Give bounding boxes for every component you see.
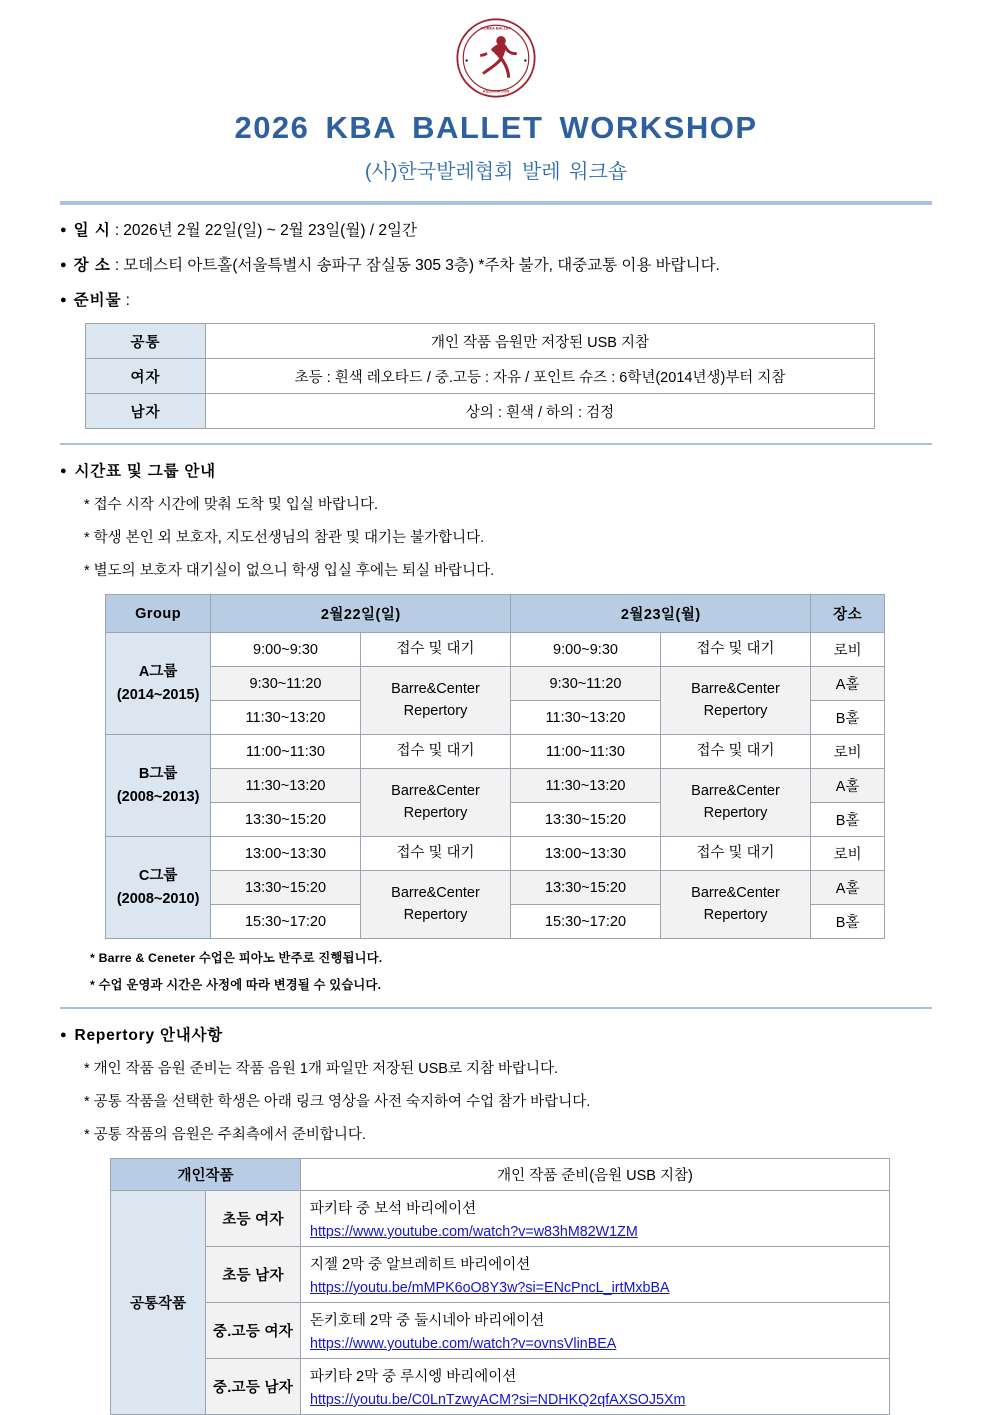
schedule-heading-label: 시간표 및 그룹 안내 — [74, 463, 216, 480]
table-row — [86, 394, 875, 429]
spacer — [60, 993, 932, 1007]
cell-activity-day2 — [660, 667, 811, 735]
cell-time-day2: 13:00~13:30 — [511, 837, 660, 871]
info-place-row — [60, 253, 932, 275]
prep-value-male: 상의 : 흰색 / 하의 : 검정 — [206, 394, 875, 429]
cell-time-day2: 15:30~17:20 — [511, 905, 660, 939]
cell-time-day1: 9:30~11:20 — [211, 667, 360, 701]
activity-line-2: Repertory — [403, 702, 468, 719]
table-header-row — [106, 595, 885, 633]
repertory-table-body — [111, 1191, 890, 1415]
cell-activity-day2: 접수 및 대기 — [660, 633, 811, 667]
table-row — [106, 837, 885, 871]
repertory-section-divider — [60, 1007, 932, 1009]
cell-time-day1: 13:30~15:20 — [211, 803, 360, 837]
activity-line-1: Barre&Center — [691, 884, 780, 901]
bullet-icon: ● — [60, 465, 68, 477]
cell-activity-day2: 접수 및 대기 — [660, 837, 811, 871]
cell-time-day1: 13:00~13:30 — [211, 837, 360, 871]
cell-time-day2: 11:30~13:20 — [511, 701, 660, 735]
schedule-note: * 학생 본인 외 보호자, 지도선생님의 참관 및 대기는 불가합니다. — [84, 530, 485, 546]
info-date-label: 일 시 — [73, 222, 111, 239]
cell-place: A홀 — [811, 769, 885, 803]
repertory-detail-cell — [301, 1191, 890, 1247]
group-cell-a — [106, 633, 211, 735]
cell-time-day2: 11:00~11:30 — [511, 735, 660, 769]
col-header-individual-prep: 개인 작품 준비(음원 USB 지참) — [301, 1159, 890, 1191]
repertory-piece-title: 지젤 2막 중 알브레히트 바리에이션 — [310, 1257, 531, 1273]
page-subtitle: (사)한국발레협회 발레 워크숍 — [364, 161, 628, 183]
info-date-separator: : — [114, 222, 120, 239]
svg-text:ASSOCIATION: ASSOCIATION — [482, 89, 510, 94]
schedule-section-heading — [60, 459, 932, 481]
schedule-table-head — [106, 595, 885, 633]
repertory-video-link[interactable]: https://youtu.be/mMPK6oO8Y3w?si=ENcPncL_irtMxbBA — [310, 1280, 670, 1296]
repertory-table — [110, 1158, 890, 1415]
repertory-heading-label: Repertory 안내사항 — [74, 1027, 224, 1044]
cell-time-day2: 13:30~15:20 — [511, 871, 660, 905]
repertory-category: 초등 남자 — [206, 1247, 301, 1303]
prep-key-common: 공통 — [86, 324, 206, 359]
info-place-label: 장 소 — [73, 257, 111, 274]
cell-time-day1: 13:30~15:20 — [211, 871, 360, 905]
col-header-group: Group — [106, 595, 211, 633]
schedule-table-body — [106, 633, 885, 939]
page-title: 2026 KBA BALLET WORKSHOP — [234, 110, 758, 145]
cell-place: B홀 — [811, 905, 885, 939]
group-years: (2008~2013) — [116, 788, 200, 805]
repertory-category: 초등 여자 — [206, 1191, 301, 1247]
cell-place: B홀 — [811, 701, 885, 735]
cell-time-day2: 11:30~13:20 — [511, 769, 660, 803]
schedule-note: * 접수 시작 시간에 맞춰 도착 및 입실 바랍니다. — [84, 497, 379, 513]
repertory-category: 중.고등 남자 — [206, 1359, 301, 1415]
bullet-icon: ● — [60, 224, 67, 236]
svg-text:KOREA BALLET: KOREA BALLET — [480, 26, 512, 31]
cell-place: 로비 — [811, 837, 885, 871]
bullet-icon: ● — [60, 259, 67, 271]
table-row — [86, 359, 875, 394]
prep-key-male: 남자 — [86, 394, 206, 429]
group-name: C그룹 — [138, 868, 178, 885]
cell-time-day2: 9:30~11:20 — [511, 667, 660, 701]
activity-line-1: Barre&Center — [691, 782, 780, 799]
group-years: (2008~2010) — [116, 890, 200, 907]
cell-activity-day1: 접수 및 대기 — [360, 837, 511, 871]
repertory-table-head — [111, 1159, 890, 1191]
activity-line-2: Repertory — [403, 906, 468, 923]
table-row — [111, 1247, 890, 1303]
spacer — [60, 429, 932, 443]
prep-key-female: 여자 — [86, 359, 206, 394]
schedule-section-divider — [60, 443, 932, 445]
kba-ballet-association-emblem-icon — [454, 16, 538, 100]
group-cell-c — [106, 837, 211, 939]
repertory-piece-title: 파키타 2막 중 루시엥 바리에이션 — [310, 1369, 517, 1385]
cell-activity-day1 — [360, 769, 511, 837]
table-row — [106, 769, 885, 803]
table-row — [111, 1359, 890, 1415]
cell-place: A홀 — [811, 667, 885, 701]
cell-time-day2: 9:00~9:30 — [511, 633, 660, 667]
info-place-value: 모데스티 아트홀(서울특별시 송파구 잠실동 305 3층) *주차 불가, 대중교통 이용 바랍니다. — [123, 257, 720, 274]
cell-activity-day2: 접수 및 대기 — [660, 735, 811, 769]
cell-place: 로비 — [811, 633, 885, 667]
bullet-icon: ● — [60, 294, 67, 306]
repertory-video-link[interactable]: https://www.youtube.com/watch?v=ovnsVlinBEA — [310, 1336, 617, 1352]
repertory-note: * 공통 작품을 선택한 학생은 아래 링크 영상을 사전 숙지하여 수업 참가 바랍니다. — [84, 1094, 591, 1110]
info-items-row — [60, 288, 932, 310]
table-header-row — [111, 1159, 890, 1191]
table-row — [106, 667, 885, 701]
cell-time-day1: 11:30~13:20 — [211, 701, 360, 735]
cell-time-day1: 15:30~17:20 — [211, 905, 360, 939]
repertory-note: * 개인 작품 음원 준비는 작품 음원 1개 파일만 저장된 USB로 지참 바랍니다. — [84, 1061, 559, 1077]
info-place-separator: : — [114, 257, 120, 274]
repertory-video-link[interactable]: https://youtu.be/C0LnTzwyACM?si=NDHKQ2qfAXSOJ5Xm — [310, 1392, 686, 1408]
logo-container — [60, 0, 932, 100]
col-header-day2: 2월23일(월) — [511, 595, 811, 633]
cell-activity-day2 — [660, 769, 811, 837]
activity-line-2: Repertory — [703, 906, 768, 923]
cell-activity-day1: 접수 및 대기 — [360, 735, 511, 769]
info-items-separator: : — [125, 292, 130, 309]
table-row — [86, 324, 875, 359]
repertory-category: 중.고등 여자 — [206, 1303, 301, 1359]
repertory-note: * 공통 작품의 음원은 주최측에서 준비합니다. — [84, 1127, 366, 1143]
schedule-note: * 별도의 보호자 대기실이 없으니 학생 입실 후에는 퇴실 바랍니다. — [84, 563, 495, 579]
header-divider — [60, 201, 932, 205]
col-header-day1: 2월22일(일) — [211, 595, 511, 633]
col-header-place: 장소 — [811, 595, 885, 633]
table-row — [111, 1303, 890, 1359]
schedule-table — [105, 594, 885, 939]
cell-place: B홀 — [811, 803, 885, 837]
repertory-detail-cell — [301, 1359, 890, 1415]
cell-activity-day1 — [360, 871, 511, 939]
repertory-piece-title: 돈키호테 2막 중 둘시네아 바리에이션 — [310, 1313, 545, 1329]
col-header-individual-work: 개인작품 — [111, 1159, 301, 1191]
group-years: (2014~2015) — [116, 686, 200, 703]
repertory-piece-title: 파키타 중 보석 바리에이션 — [310, 1201, 477, 1217]
cell-place: A홀 — [811, 871, 885, 905]
cell-activity-day1: 접수 및 대기 — [360, 633, 511, 667]
activity-line-1: Barre&Center — [391, 884, 480, 901]
table-row — [111, 1191, 890, 1247]
preparation-table-body — [86, 324, 875, 429]
table-row — [106, 871, 885, 905]
activity-line-2: Repertory — [703, 702, 768, 719]
activity-line-1: Barre&Center — [391, 782, 480, 799]
group-name: A그룹 — [138, 664, 178, 681]
repertory-section-heading — [60, 1023, 932, 1045]
group-name: B그룹 — [138, 766, 178, 783]
cell-activity-day2 — [660, 871, 811, 939]
cell-time-day1: 11:30~13:20 — [211, 769, 360, 803]
prep-value-female: 초등 : 흰색 레오타드 / 중.고등 : 자유 / 포인트 슈즈 : 6학년(2014년생)부터 지참 — [206, 359, 875, 394]
repertory-detail-cell — [301, 1303, 890, 1359]
cell-time-day1: 11:00~11:30 — [211, 735, 360, 769]
cell-time-day1: 9:00~9:30 — [211, 633, 360, 667]
activity-line-1: Barre&Center — [691, 680, 780, 697]
repertory-video-link[interactable]: https://www.youtube.com/watch?v=w83hM82W1ZM — [310, 1224, 638, 1240]
info-items-label: 준비물 — [73, 292, 122, 309]
cell-place: 로비 — [811, 735, 885, 769]
preparation-table — [85, 323, 875, 429]
activity-line-2: Repertory — [703, 804, 768, 821]
prep-value-common: 개인 작품 음원만 저장된 USB 지참 — [206, 324, 875, 359]
common-work-cell: 공통작품 — [111, 1191, 206, 1415]
info-date-row — [60, 218, 932, 240]
schedule-footnote: * 수업 운영과 시간은 사정에 따라 변경될 수 있습니다. — [90, 978, 382, 992]
schedule-footnote: * Barre & Ceneter 수업은 피아노 반주로 진행됩니다. — [90, 951, 383, 965]
table-row — [106, 633, 885, 667]
activity-line-2: Repertory — [403, 804, 468, 821]
cell-time-day2: 13:30~15:20 — [511, 803, 660, 837]
info-date-value: 2026년 2월 22일(일) ~ 2월 23일(월) / 2일간 — [123, 222, 417, 239]
bullet-icon: ● — [60, 1029, 68, 1041]
table-row — [106, 735, 885, 769]
group-cell-b — [106, 735, 211, 837]
repertory-detail-cell — [301, 1247, 890, 1303]
activity-line-1: Barre&Center — [391, 680, 480, 697]
cell-activity-day1 — [360, 667, 511, 735]
